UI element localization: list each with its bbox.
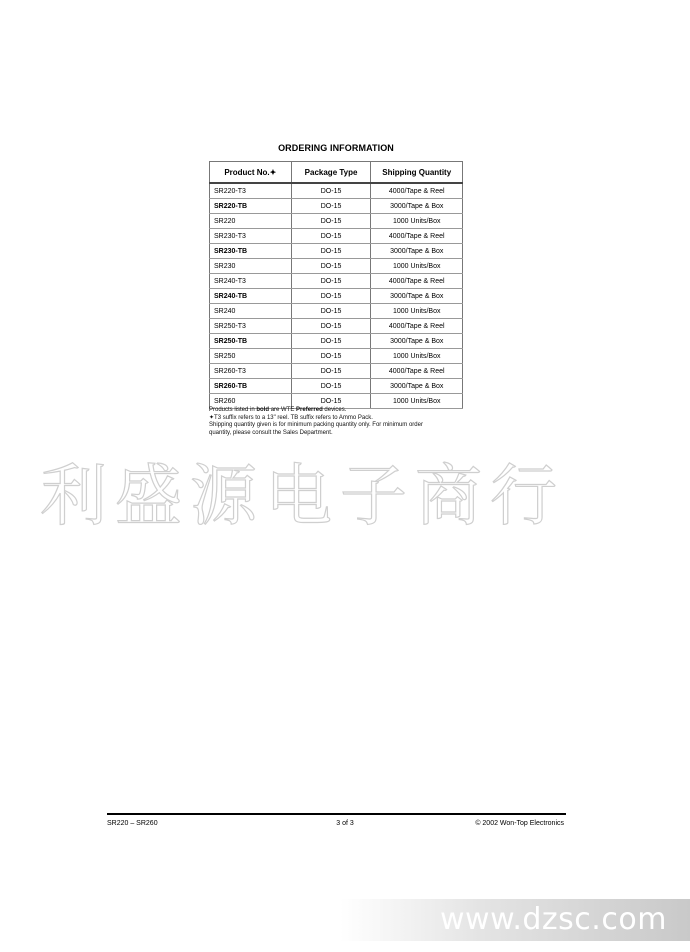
product-number-cell: SR240 [210,304,292,319]
shipping-quantity-cell: 4000/Tape & Reel [371,274,463,289]
table-row [210,244,463,259]
product-number-cell: SR250 [210,349,292,364]
package-type-cell: DO-15 [291,394,371,409]
note-suffix: ✦T3 suffix refers to a 13" reel. TB suffix refers to Ammo Pack. [209,414,373,421]
watermark-url: www.dzsc.com [440,902,667,937]
shipping-quantity-cell: 3000/Tape & Box [371,334,463,349]
shipping-quantity-cell: 1000 Units/Box [371,214,463,229]
product-number-cell: SR220-TB [210,199,292,214]
table-row [210,274,463,289]
table-row [210,304,463,319]
package-type-cell: DO-15 [291,334,371,349]
footer-part-range: SR220 – SR260 [107,820,158,827]
product-number-cell: SR260-TB [210,379,292,394]
package-type-cell: DO-15 [291,229,371,244]
product-number-cell: SR230-TB [210,244,292,259]
shipping-quantity-cell: 4000/Tape & Reel [371,319,463,334]
header-package-type: Package Type [291,162,371,184]
product-number-cell: SR220 [210,214,292,229]
footer-rule [107,813,566,815]
table-row [210,214,463,229]
package-type-cell: DO-15 [291,244,371,259]
table-row [210,364,463,379]
table-row [210,183,463,199]
shipping-quantity-cell: 4000/Tape & Reel [371,183,463,199]
chinese-watermark: 利盛源电子商行 [40,457,565,535]
header-shipping-quantity: Shipping Quantity [371,162,463,184]
product-number-cell: SR250-T3 [210,319,292,334]
footer-page-number: 3 of 3 [336,820,354,827]
product-number-cell: SR230 [210,259,292,274]
shipping-quantity-cell: 3000/Tape & Box [371,289,463,304]
product-number-cell: SR260-T3 [210,364,292,379]
table-notes [209,407,469,437]
ordering-table [209,161,463,409]
product-number-cell: SR220-T3 [210,183,292,199]
table-row [210,199,463,214]
package-type-cell: DO-15 [291,364,371,379]
shipping-quantity-cell: 1000 Units/Box [371,259,463,274]
table-row [210,349,463,364]
table-row [210,319,463,334]
shipping-quantity-cell: 1000 Units/Box [371,394,463,409]
package-type-cell: DO-15 [291,379,371,394]
table-row [210,334,463,349]
package-type-cell: DO-15 [291,183,371,199]
shipping-quantity-cell: 1000 Units/Box [371,349,463,364]
shipping-quantity-cell: 3000/Tape & Box [371,244,463,259]
ordering-info-title: ORDERING INFORMATION [278,143,394,153]
package-type-cell: DO-15 [291,319,371,334]
table-row [210,229,463,244]
footer-copyright: © 2002 Won-Top Electronics [475,820,564,827]
product-number-cell: SR260 [210,394,292,409]
package-type-cell: DO-15 [291,274,371,289]
shipping-quantity-cell: 4000/Tape & Reel [371,364,463,379]
shipping-quantity-cell: 3000/Tape & Box [371,199,463,214]
package-type-cell: DO-15 [291,214,371,229]
table-header-row [210,162,463,184]
package-type-cell: DO-15 [291,289,371,304]
product-number-cell: SR250-TB [210,334,292,349]
table-row [210,259,463,274]
package-type-cell: DO-15 [291,199,371,214]
header-product-no: Product No.✦ [210,162,292,184]
note-shipping-1: Shipping quantity given is for minimum packing quantity only. For minimum order [209,422,423,428]
shipping-quantity-cell: 1000 Units/Box [371,304,463,319]
shipping-quantity-cell: 4000/Tape & Reel [371,229,463,244]
package-type-cell: DO-15 [291,259,371,274]
package-type-cell: DO-15 [291,349,371,364]
package-type-cell: DO-15 [291,304,371,319]
note-shipping-2: quantity, please consult the Sales Department. [209,429,333,436]
table-row [210,289,463,304]
shipping-quantity-cell: 3000/Tape & Box [371,379,463,394]
note-preferred: Products listed in bold are WTE Preferred devices. [209,407,347,413]
product-number-cell: SR230-T3 [210,229,292,244]
product-number-cell: SR240-TB [210,289,292,304]
product-number-cell: SR240-T3 [210,274,292,289]
table-row [210,379,463,394]
